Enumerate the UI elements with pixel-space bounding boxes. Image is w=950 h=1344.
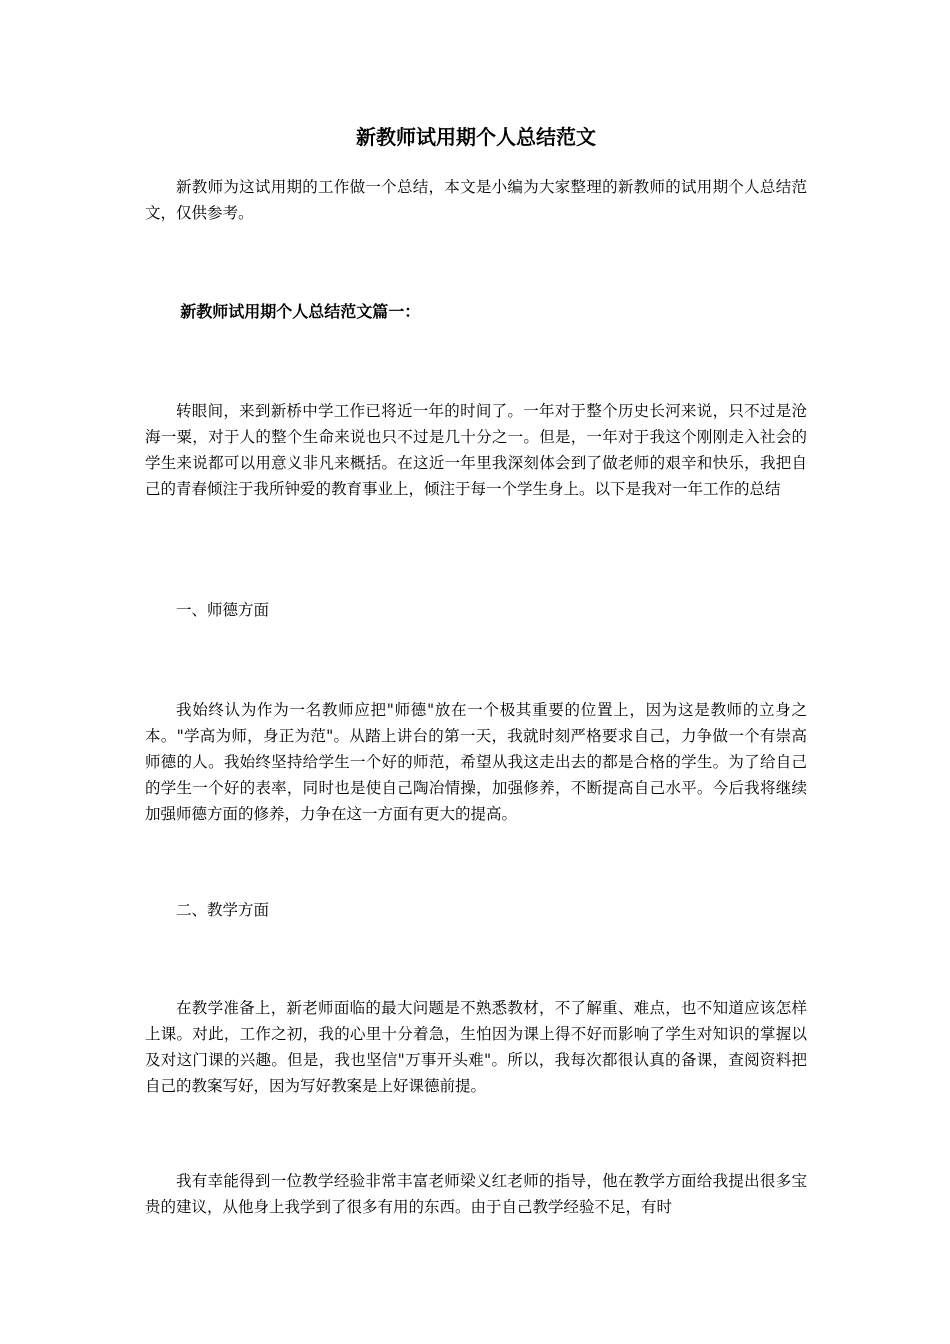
paragraph-4: 我有幸能得到一位教学经验非常丰富老师梁义红老师的指导，他在教学方面给我提出很多宝贵的建议，从他身上我学到了很多有用的东西。由于自己教学经验不足，有时 bbox=[145, 1172, 807, 1216]
document-page bbox=[145, 0, 807, 1344]
intro-paragraph: 新教师为这试用期的工作做一个总结，本文是小编为大家整理的新教师的试用期个人总结范文，仅供参考。 bbox=[145, 178, 807, 222]
section-heading-ethics: 一、师德方面 bbox=[176, 601, 270, 619]
paragraph-2: 我始终认为作为一名教师应把"师德"放在一个极其重要的位置上，因为这是教师的立身之本。"学高为师，身正为范"。从踏上讲台的第一天，我就时刻严格要求自己，力争做一个有崇高师德的人。我始终坚持给学生一个好的师范，希望从我这走出去的都是合格的学生。为了给自己的学生一个好的表率，同时也是使自己陶冶情操，加强修养，不断提高自己水平。今后我将继续加强师德方面的修养，力争在这一方面有更大的提高。 bbox=[145, 701, 807, 823]
section-heading-teaching: 二、教学方面 bbox=[176, 901, 270, 919]
paragraph-3: 在教学准备上，新老师面临的最大问题是不熟悉教材，不了解重、难点，也不知道应该怎样上课。对此，工作之初，我的心里十分着急，生怕因为课上得不好而影响了学生对知识的掌握以及对这门课的兴趣。但是，我也坚信"万事开头难"。所以，我每次都很认真的备课，查阅资料把自己的教案写好，因为写好教案是上好课德前提。 bbox=[145, 999, 807, 1095]
part-heading: 新教师试用期个人总结范文篇一： bbox=[180, 302, 421, 321]
paragraph-1: 转眼间，来到新桥中学工作已将近一年的时间了。一年对于整个历史长河来说，只不过是沧海一粟，对于人的整个生命来说也只不过是几十分之一。但是，一年对于我这个刚刚走入社会的学生来说都可以用意义非凡来概括。在这近一年里我深刻体会到了做老师的艰辛和快乐，我把自己的青春倾注于我所钟爱的教育事业上，倾注于每一个学生身上。以下是我对一年工作的总结 bbox=[145, 402, 807, 498]
document-title: 新教师试用期个人总结范文 bbox=[356, 125, 596, 149]
